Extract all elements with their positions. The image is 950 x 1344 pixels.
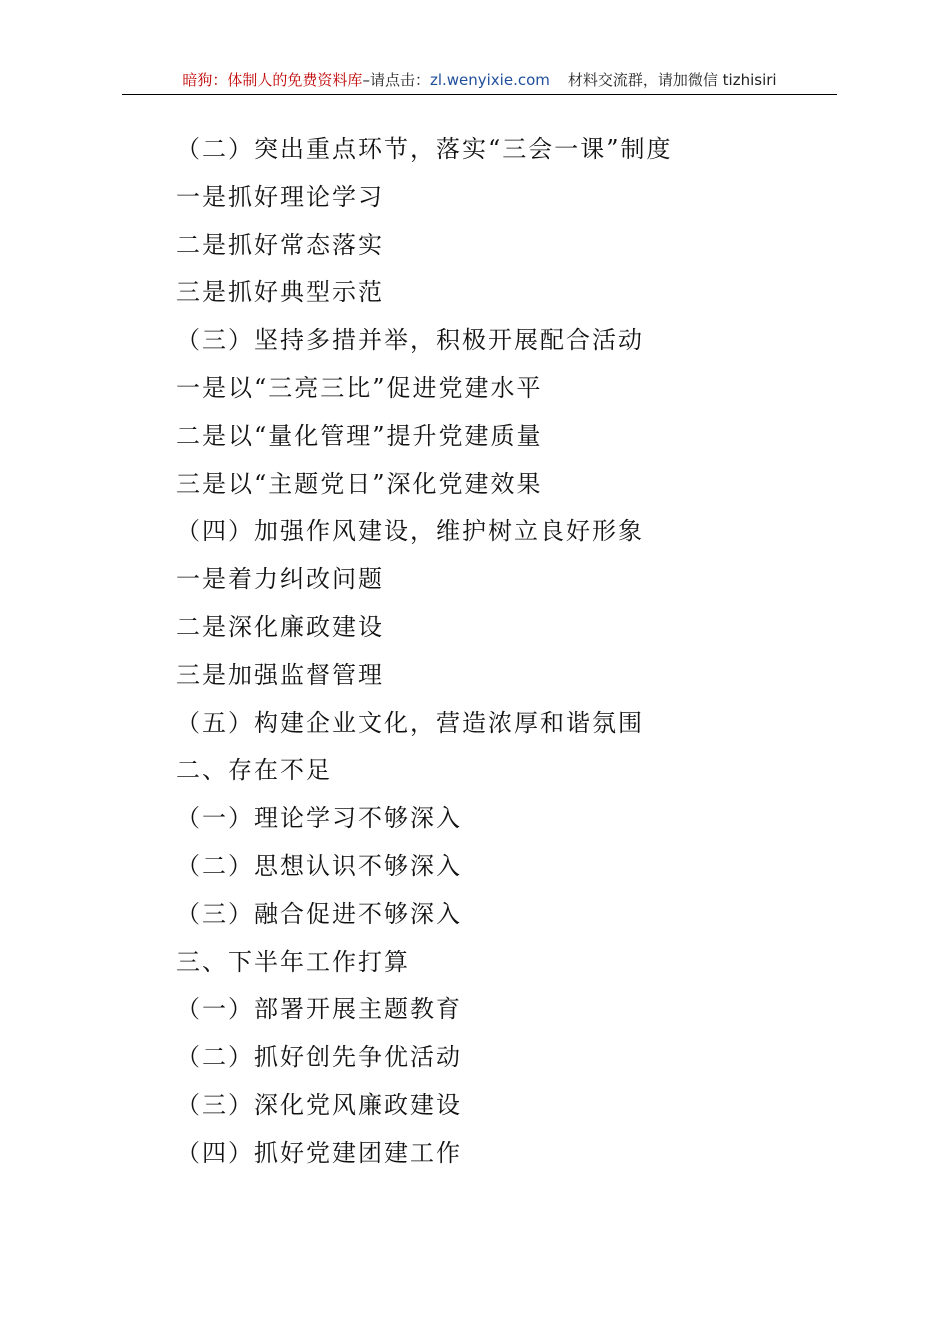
list-item: （二）抓好创先争优活动: [176, 1043, 462, 1072]
section-heading: （二）突出重点环节，落实“三会一课”制度: [176, 135, 673, 163]
list-item: 二是深化廉政建设: [176, 612, 384, 641]
list-item: （一）部署开展主题教育: [176, 995, 462, 1024]
chapter-heading: 二、存在不足: [176, 756, 332, 785]
section-heading: （五）构建企业文化，营造浓厚和谐氛围: [176, 708, 644, 737]
header-click-prompt: –请点击：: [362, 71, 430, 89]
list-item: （一）理论学习不够深入: [176, 804, 462, 833]
list-item: 二是以“量化管理”提升党建质量: [176, 421, 543, 450]
list-item: 一是着力纠改问题: [176, 565, 384, 594]
list-item: （三）融合促进不够深入: [176, 899, 462, 928]
header-url-link[interactable]: zl.wenyixie.com: [429, 71, 550, 89]
document-body: [176, 126, 856, 1178]
list-item: （四）抓好党建团建工作: [176, 1138, 462, 1167]
list-item: （三）深化党风廉政建设: [176, 1090, 462, 1119]
list-item: 一是抓好理论学习: [176, 182, 384, 211]
list-item: 三是加强监督管理: [176, 660, 384, 689]
header-group-note: 材料交流群，请加微信 tizhisiri: [567, 71, 777, 89]
list-item: 三是以“主题党日”深化党建效果: [176, 469, 543, 498]
section-heading: （四）加强作风建设，维护树立良好形象: [176, 517, 644, 546]
list-item: 一是以“三亮三比”促进党建水平: [176, 373, 543, 402]
header-site-label: 暗狗：体制人的免费资料库: [182, 71, 363, 89]
section-heading: （三）坚持多措并举，积极开展配合活动: [176, 326, 644, 355]
page-header: [122, 66, 837, 95]
list-item: （二）思想认识不够深入: [176, 851, 462, 880]
chapter-heading: 三、下半年工作打算: [176, 947, 410, 976]
list-item: 二是抓好常态落实: [176, 230, 384, 259]
list-item: 三是抓好典型示范: [176, 278, 384, 307]
